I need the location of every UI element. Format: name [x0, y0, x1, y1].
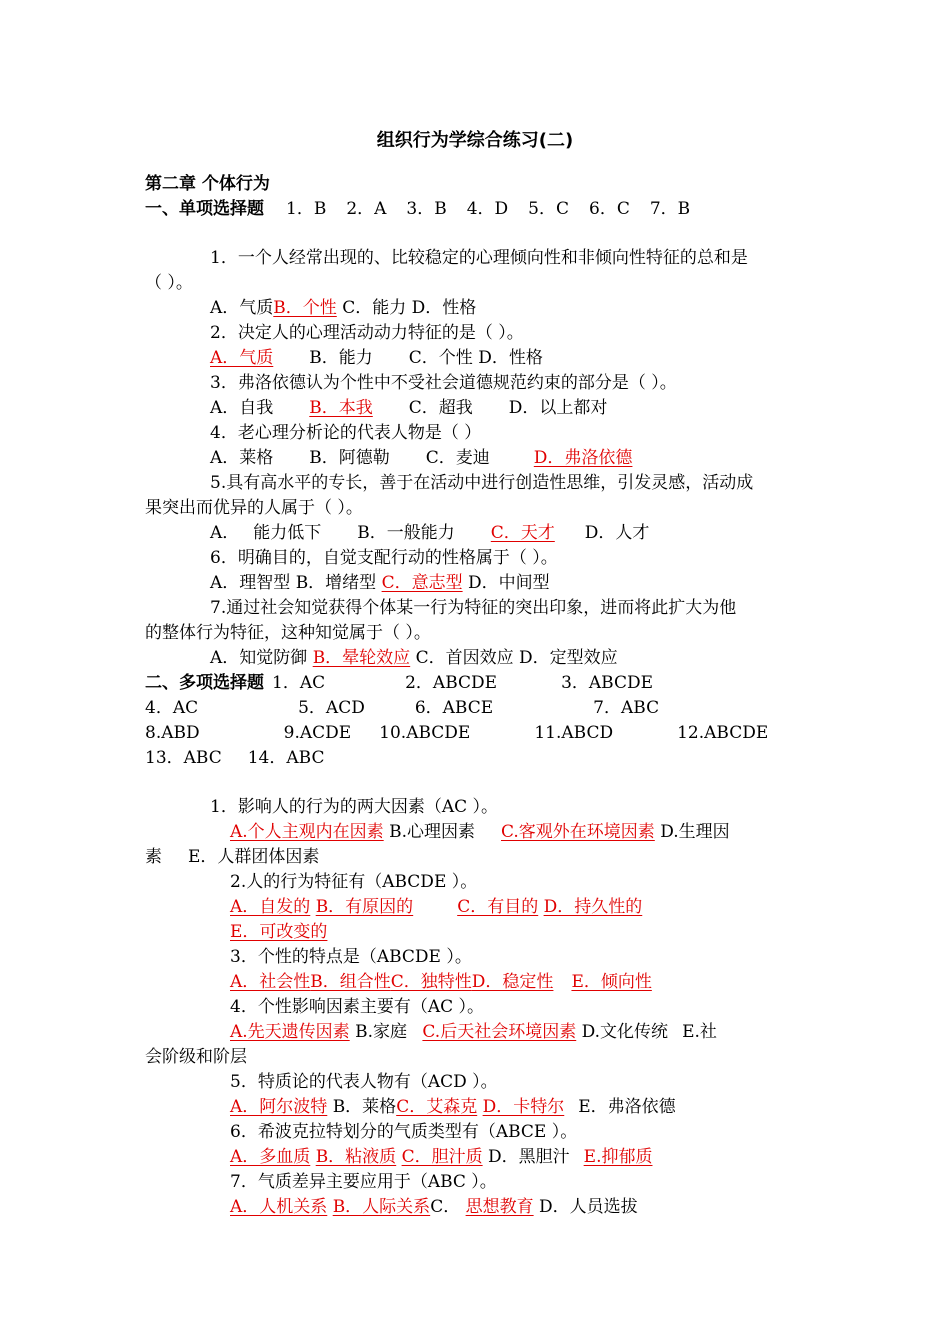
correct-option: D．弗洛依德 [533, 448, 633, 468]
correct-option: B．人际关系 [332, 1197, 431, 1217]
correct-option: E．可改变的 [230, 922, 328, 942]
option: B．一般能力 [357, 523, 455, 543]
option: D．以上都对 [508, 398, 608, 418]
options-row [210, 346, 543, 371]
answer-key: 8.ABD [145, 723, 200, 743]
sec2-answer-row [145, 746, 324, 771]
options-row: 会阶级和阶层 [145, 1047, 247, 1067]
question-text: 2.人的行为特征有（ABCDE ）。 [230, 872, 478, 892]
question-text: 果突出而优异的人属于（ ）。 [145, 498, 363, 518]
question-text: （ ）。 [145, 273, 193, 293]
option: A．理智型 [210, 573, 291, 593]
correct-option: B．粘液质 [315, 1147, 397, 1167]
correct-option: C．艾森克 [396, 1097, 478, 1117]
option: E.社 [682, 1022, 717, 1042]
option: 能力低下 [253, 523, 322, 543]
correct-option: C．天才 [490, 523, 555, 543]
correct-option: C．意志型 [381, 573, 463, 593]
options-row [230, 1195, 638, 1220]
sec1-heading: 一、单项选择题 [145, 199, 264, 219]
answer-key: 4．AC [145, 698, 199, 718]
option: D．定型效应 [519, 648, 618, 668]
sec1-answer-row [145, 197, 690, 222]
options-row [230, 970, 652, 995]
sec2-heading: 二、多项选择题 [145, 673, 264, 693]
question-text: 7．气质差异主要应用于（ABC ）。 [230, 1172, 497, 1192]
options-row [230, 820, 730, 845]
options-row [210, 446, 632, 471]
answer-key: 9.ACDE [283, 723, 352, 743]
correct-option: D．卡特尔 [482, 1097, 565, 1117]
answer-key: 2．A [346, 199, 387, 219]
option: D．中间型 [468, 573, 550, 593]
option: A．知觉防御 [210, 648, 308, 668]
question-text: 的整体行为特征，这种知觉属于（ ）。 [145, 623, 431, 643]
correct-option: A．自发的 [230, 897, 311, 917]
options-row [210, 521, 649, 546]
correct-option: B．有原因的 [315, 897, 414, 917]
chapter-heading: 第二章 个体行为 [145, 174, 270, 194]
correct-option: B．个性 [273, 298, 337, 318]
correct-option: A.个人主观内在因素 [230, 822, 384, 842]
options-row [145, 845, 319, 870]
correct-option: C．独特性 [390, 972, 472, 992]
answer-key: 2．ABCDE [405, 673, 498, 693]
question-text: 1．一个人经常出现的、比较稳定的心理倾向性和非倾向性特征的总和是 [210, 248, 748, 268]
options-row [230, 920, 327, 945]
option: B.家庭 [355, 1022, 407, 1042]
option: B．增绪型 [295, 573, 377, 593]
option: D．性格 [478, 348, 543, 368]
question-text: 1．影响人的行为的两大因素（AC ）。 [210, 797, 499, 817]
page-title: 组织行为学综合练习(二) [376, 130, 574, 151]
options-row [210, 396, 607, 421]
option: D.文化传统 [581, 1022, 669, 1042]
option: C．超我 [408, 398, 473, 418]
answer-key: 1．B [286, 199, 327, 219]
option: A．气质 [210, 298, 274, 318]
question-text: 3．弗洛依德认为个性中不受社会道德规范约束的部分是（ ）。 [210, 373, 677, 393]
options-row [230, 1020, 717, 1045]
correct-option: B．组合性 [310, 972, 391, 992]
correct-option: 思想教育 [465, 1197, 534, 1217]
answer-key: 7．ABC [593, 698, 660, 718]
answer-key: 5．C [528, 199, 569, 219]
option: A． [210, 523, 240, 543]
options-row [230, 1145, 652, 1170]
answer-key: 10.ABCDE [379, 723, 471, 743]
answer-key: 13．ABC [145, 748, 222, 768]
correct-option: D．稳定性 [471, 972, 554, 992]
options-row [210, 646, 618, 671]
option: C．麦迪 [425, 448, 490, 468]
correct-option: C.后天社会环境因素 [422, 1022, 577, 1042]
option: B．莱格 [332, 1097, 397, 1117]
option: 素 [145, 847, 162, 867]
question-text: 2．决定人的心理活动动力特征的是（ ）。 [210, 323, 524, 343]
option: E．人群团体因素 [188, 847, 320, 867]
correct-option: A．阿尔波特 [230, 1097, 328, 1117]
option: C． [430, 1197, 461, 1217]
correct-option: B．晕轮效应 [312, 648, 411, 668]
answer-key: 12.ABCDE [677, 723, 769, 743]
options-row [230, 1095, 676, 1120]
option: C．首因效应 [415, 648, 514, 668]
correct-option: E.抑郁质 [583, 1147, 653, 1167]
option: B．阿德勒 [309, 448, 390, 468]
option: A．自我 [210, 398, 274, 418]
correct-option: E．倾向性 [571, 972, 652, 992]
option: B．能力 [309, 348, 373, 368]
sec2-answer-row [145, 721, 768, 746]
question-text: 5．特质论的代表人物有（ACD ）。 [230, 1072, 498, 1092]
question-text: 5.具有高水平的专长，善于在活动中进行创造性思维，引发灵感，活动成 [210, 473, 754, 493]
option: C．能力 [342, 298, 407, 318]
option: E．弗洛依德 [578, 1097, 676, 1117]
sec2-answer-row [145, 696, 659, 721]
correct-option: A．人机关系 [230, 1197, 328, 1217]
options-row [210, 296, 476, 321]
answer-key: 4．D [466, 199, 509, 219]
option: D．黑胆汁 [488, 1147, 570, 1167]
options-row [210, 571, 550, 596]
answer-key: 6．C [589, 199, 630, 219]
answer-key: 3．B [406, 199, 447, 219]
correct-option: C.客观外在环境因素 [501, 822, 655, 842]
option: B.心理因素 [389, 822, 475, 842]
option: C．个性 [408, 348, 473, 368]
answer-key: 6．ABCE [414, 698, 494, 718]
answer-key: 5．ACD [298, 698, 365, 718]
question-text: 7.通过社会知觉获得个体某一行为特征的突出印象，进而将此扩大为他 [210, 598, 737, 618]
correct-option: A．气质 [210, 348, 274, 368]
option: D.生理因 [660, 822, 730, 842]
option: A．莱格 [210, 448, 274, 468]
answer-key: 7．B [649, 199, 691, 219]
correct-option: A．多血质 [230, 1147, 311, 1167]
option: D．性格 [411, 298, 477, 318]
correct-option: B．本我 [309, 398, 373, 418]
answer-key: 11.ABCD [534, 723, 614, 743]
option: D．人才 [584, 523, 650, 543]
question-text: 6．明确目的，自觉支配行动的性格属于（ ）。 [210, 548, 558, 568]
answer-key: 1．AC [272, 673, 326, 693]
correct-option: D．持久性的 [543, 897, 643, 917]
correct-option: A．社会性 [230, 972, 311, 992]
question-text: 4．个性影响因素主要有（AC ）。 [230, 997, 485, 1017]
correct-option: C．有目的 [457, 897, 539, 917]
option: D．人员选拔 [539, 1197, 638, 1217]
correct-option: C．胆汁质 [401, 1147, 483, 1167]
answer-key: 14．ABC [247, 748, 325, 768]
question-text: 4．老心理分析论的代表人物是（ ） [210, 423, 482, 443]
answer-key: 3．ABCDE [561, 673, 654, 693]
correct-option: A.先天遗传因素 [230, 1022, 350, 1042]
question-text: 6．希波克拉特划分的气质类型有（ABCE ）。 [230, 1122, 578, 1142]
options-row [230, 895, 642, 920]
question-text: 3．个性的特点是（ABCDE ）。 [230, 947, 472, 967]
sec2-answer-row [145, 671, 653, 696]
